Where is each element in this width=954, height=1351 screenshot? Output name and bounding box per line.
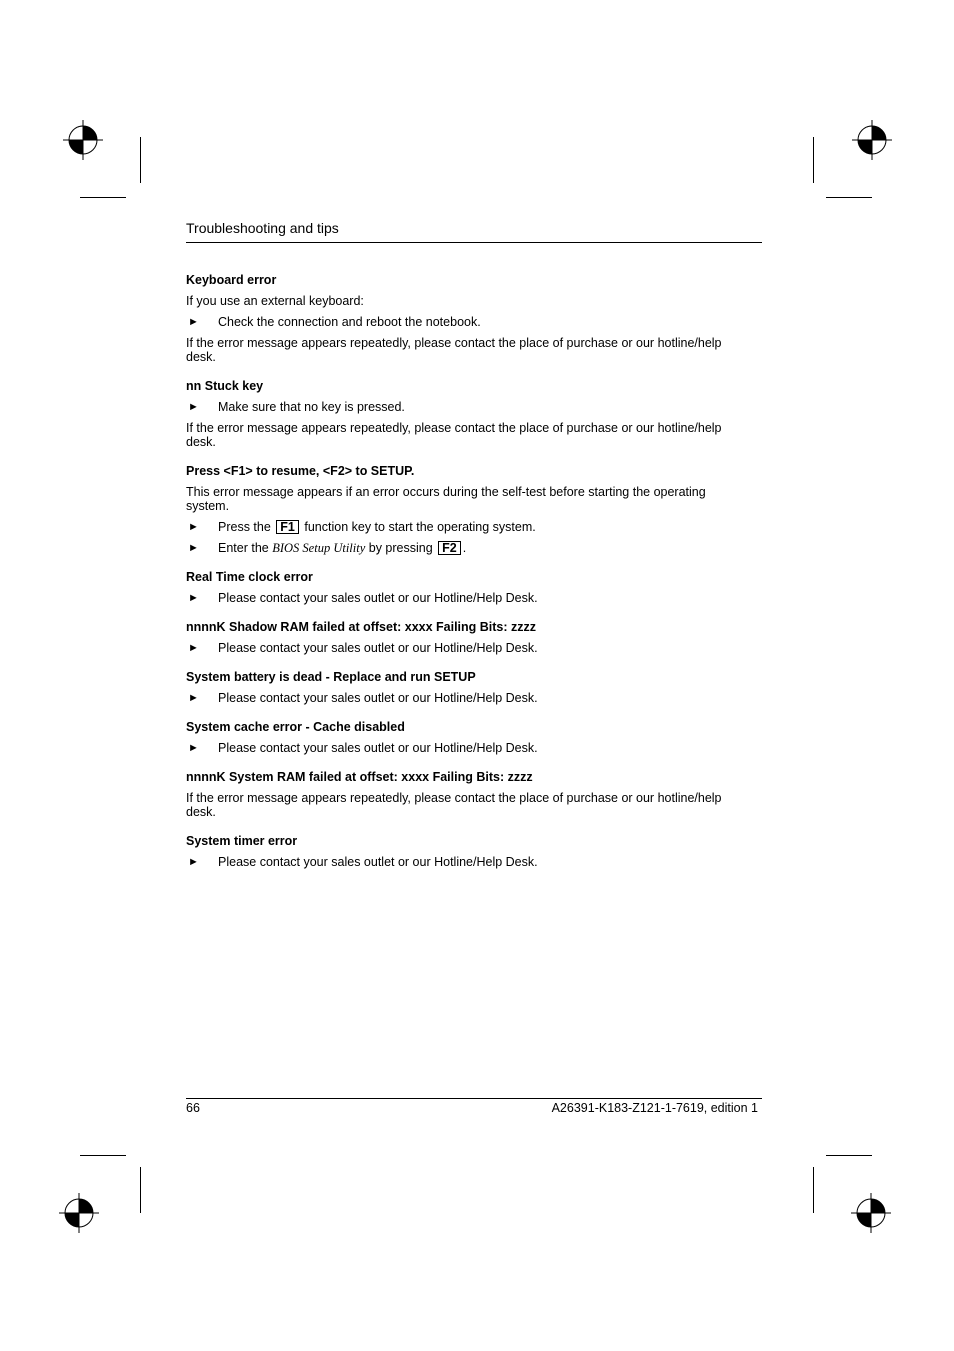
page-content bbox=[186, 273, 746, 876]
registration-mark-icon bbox=[851, 1193, 891, 1233]
registration-mark-icon bbox=[59, 1193, 99, 1233]
section-title: System battery is dead - Replace and run SETUP bbox=[186, 670, 476, 684]
section-title: nnnnK System RAM failed at offset: xxxx Failing Bits: zzzz bbox=[186, 770, 533, 784]
bullet-arrow-icon: ► bbox=[188, 401, 199, 413]
section-title: Press <F1> to resume, <F2> to SETUP. bbox=[186, 464, 415, 478]
section-title: Real Time clock error bbox=[186, 570, 313, 584]
bullet-arrow-icon: ► bbox=[188, 521, 199, 533]
bullet-arrow-icon: ► bbox=[188, 692, 199, 704]
crop-mark bbox=[80, 197, 126, 198]
bullet-item: ► Please contact your sales outlet or our Hotline/Help Desk. bbox=[188, 641, 538, 655]
crop-mark bbox=[80, 1155, 126, 1156]
key-cap-f1: F1 bbox=[276, 520, 299, 534]
footer-rule bbox=[186, 1098, 762, 1099]
key-cap-f2: F2 bbox=[438, 541, 461, 555]
bullet-arrow-icon: ► bbox=[188, 642, 199, 654]
bullet-arrow-icon: ► bbox=[188, 856, 199, 868]
paragraph: If you use an external keyboard: bbox=[186, 294, 364, 308]
registration-mark-icon bbox=[852, 120, 892, 160]
registration-mark-icon bbox=[63, 120, 103, 160]
paragraph: This error message appears if an error occurs during the self-test before starting the operating system. bbox=[186, 485, 706, 513]
running-header: Troubleshooting and tips bbox=[186, 220, 339, 236]
section-title: nn Stuck key bbox=[186, 379, 264, 393]
bullet-item: ► Please contact your sales outlet or our Hotline/Help Desk. bbox=[188, 591, 538, 605]
bullet-item: ► Check the connection and reboot the notebook. bbox=[188, 315, 481, 329]
bullet-arrow-icon: ► bbox=[188, 316, 199, 328]
crop-mark bbox=[826, 1155, 872, 1156]
section-title: nnnnK Shadow RAM failed at offset: xxxx Failing Bits: zzzz bbox=[186, 620, 537, 634]
bios-setup-utility-term: BIOS Setup Utility bbox=[272, 541, 366, 555]
header-rule bbox=[186, 242, 762, 243]
page-number: 66 bbox=[186, 1101, 200, 1115]
bullet-item: ► Please contact your sales outlet or our Hotline/Help Desk. bbox=[188, 691, 538, 705]
crop-mark bbox=[140, 137, 141, 183]
bullet-item: ► Press the F1 function key to start the operating system. bbox=[188, 520, 536, 534]
crop-mark bbox=[813, 1167, 814, 1213]
bullet-arrow-icon: ► bbox=[188, 742, 199, 754]
section-title: System cache error - Cache disabled bbox=[186, 720, 405, 734]
document-id: A26391-K183-Z121-1-7619, edition 1 bbox=[551, 1101, 758, 1115]
crop-mark bbox=[140, 1167, 141, 1213]
bullet-arrow-icon: ► bbox=[188, 542, 199, 554]
paragraph: If the error message appears repeatedly, please contact the place of purchase or our hotline/help desk. bbox=[186, 791, 722, 819]
bullet-item: ► Please contact your sales outlet or our Hotline/Help Desk. bbox=[188, 855, 538, 869]
bullet-item: ► Enter the BIOS Setup Utility by pressing F2 . bbox=[188, 541, 467, 555]
bullet-arrow-icon: ► bbox=[188, 592, 199, 604]
bullet-item: ► Please contact your sales outlet or our Hotline/Help Desk. bbox=[188, 741, 538, 755]
bullet-item: ► Make sure that no key is pressed. bbox=[188, 400, 405, 414]
paragraph: If the error message appears repeatedly, please contact the place of purchase or our hotline/help desk. bbox=[186, 421, 722, 449]
crop-mark bbox=[826, 197, 872, 198]
section-title: Keyboard error bbox=[186, 273, 277, 287]
crop-mark bbox=[813, 137, 814, 183]
section-title: System timer error bbox=[186, 834, 298, 848]
paragraph: If the error message appears repeatedly, please contact the place of purchase or our hotline/help desk. bbox=[186, 336, 722, 364]
